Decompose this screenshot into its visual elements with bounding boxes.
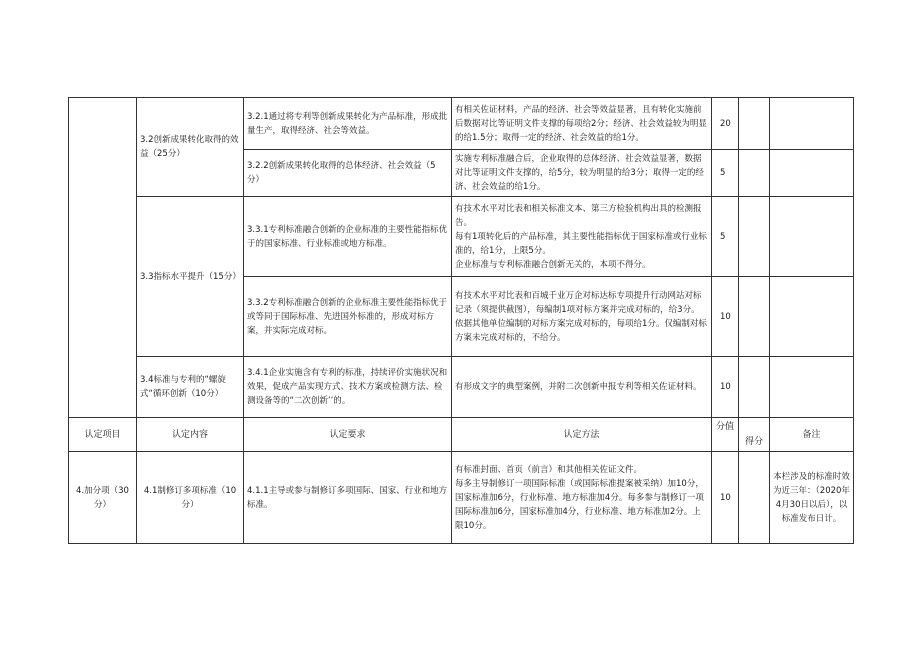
method-line: 有技术水平对比表和相关标准文本、第三方检验机构出具的检测报告。: [455, 203, 702, 228]
note-cell: [770, 277, 854, 357]
earned-cell: [739, 277, 770, 357]
note-cell: [770, 357, 854, 418]
table-header-row: [69, 418, 854, 452]
method-cell-4-1-1: [452, 452, 712, 544]
requirement-cell-3-2-1: 3.2.1通过将专利等创新成果转化为产品标准，形成批量生产，取得经济、社会等效益。: [244, 98, 452, 150]
score-cell-3-2-1: 20: [712, 98, 739, 150]
content-cell-3-3: 3.3指标水平提升（15分）: [137, 197, 244, 357]
header-method: 认定方法: [452, 418, 712, 452]
header-content: 认定内容: [137, 418, 244, 452]
method-line: 企业标准与专利标准融合创新无关的，本项不得分。: [455, 259, 651, 270]
evaluation-table: [68, 97, 854, 544]
project-cell-4: 4.加分项（30分）: [69, 452, 137, 544]
method-line: 有标准封面、首页（前言）和其他相关佐证文件。: [455, 464, 643, 475]
header-score: 分值: [712, 418, 739, 452]
note-cell-4: 本栏涉及的标准时效为近三年：（2020年4月30日以后），以标准发布日计。: [770, 452, 854, 544]
requirement-cell-3-4-1: 3.4.1企业实施含有专利的标准，持续评价实施状况和效果，促成产品实现方式、技术方案或检测方法、检测设备等的“二次创新’’的。: [244, 357, 452, 418]
header-earned: 得分: [739, 418, 770, 452]
requirement-cell-3-3-2: 3.3.2专利标准融合创新的企业标准主要性能指标优于或等同于国际标准、先进国外标准的，形成对标方案，并实际完成对标。: [244, 277, 452, 357]
score-cell-3-2-2: 5: [712, 150, 739, 197]
content-cell-3-2: 3.2创新成果转化取得的效益（25分）: [137, 98, 244, 197]
earned-cell: [739, 197, 770, 277]
score-cell-4-1-1: 10: [712, 452, 739, 544]
note-cell: [770, 197, 854, 277]
earned-cell: [739, 452, 770, 544]
table-row: [69, 452, 854, 544]
score-cell-3-3-2: 10: [712, 277, 739, 357]
method-cell-3-2-2: 实施专利标准融合后，企业取得的总体经济、社会效益显著，数据对比等证明文件支撑的，给5分，较为明显的给3分；取得一定的经济、社会效益的给1分。: [452, 150, 712, 197]
header-requirement: 认定要求: [244, 418, 452, 452]
method-cell-3-4-1: 有形成文字的典型案例，并附二次创新申报专利等相关佐证材料。: [452, 357, 712, 418]
content-cell-4-1: 4.1制修订多项标准（10分）: [137, 452, 244, 544]
method-line: 每多主导制修订一项国际标准（或国际标准提案被采纳）加10分，国家标准加6分，行业标准、地方标准加4分。每多参与制修订一项国际标准加6分，国家标准加4分，行业标准、地方标准加2分。上限10分。: [455, 478, 704, 531]
table-row: [69, 197, 854, 277]
method-line: 每有1项转化后的产品标准，其主要性能指标优于国家标准或行业标准的，给1分，上限5分。: [455, 231, 707, 256]
header-note: 备注: [770, 418, 854, 452]
requirement-cell-3-2-2: 3.2.2创新成果转化取得的总体经济、社会效益（5分）: [244, 150, 452, 197]
score-cell-3-3-1: 5: [712, 197, 739, 277]
header-project: 认定项目: [69, 418, 137, 452]
requirement-cell-4-1-1: 4.1.1主导或参与制修订多项国际、国家、行业和地方标准。: [244, 452, 452, 544]
project-cell-3: [69, 98, 137, 418]
table-row: [69, 98, 854, 150]
table-row: [69, 357, 854, 418]
method-cell-3-3-2: 有技术水平对比表和百城千业万企对标达标专项提升行动网站对标记录（须提供截图），每编制1项对标方案并完成对标的，给3分。依据其他单位编制的对标方案完成对标的，每项给1分。仅编制对标方案未完成对标的，不给分。: [452, 277, 712, 357]
earned-cell: [739, 98, 770, 150]
earned-cell: [739, 357, 770, 418]
content-cell-3-4: 3.4标准与专利的“螺旋式“循环创新（10分）: [137, 357, 244, 418]
method-cell-3-3-1: [452, 197, 712, 277]
note-cell: [770, 98, 854, 150]
method-cell-3-2-1: 有相关佐证材料，产品的经济、社会等效益显著，且有转化实施前后数据对比等证明文件支撑的每项给2分；经济、社会效益较为明显的给1.5分；取得一定的经济、社会效益的给1分。: [452, 98, 712, 150]
note-cell: [770, 150, 854, 197]
score-cell-3-4-1: 10: [712, 357, 739, 418]
earned-cell: [739, 150, 770, 197]
requirement-cell-3-3-1: 3.3.1专利标准融合创新的企业标准的主要性能指标优于的国家标准、行业标准或地方标准。: [244, 197, 452, 277]
